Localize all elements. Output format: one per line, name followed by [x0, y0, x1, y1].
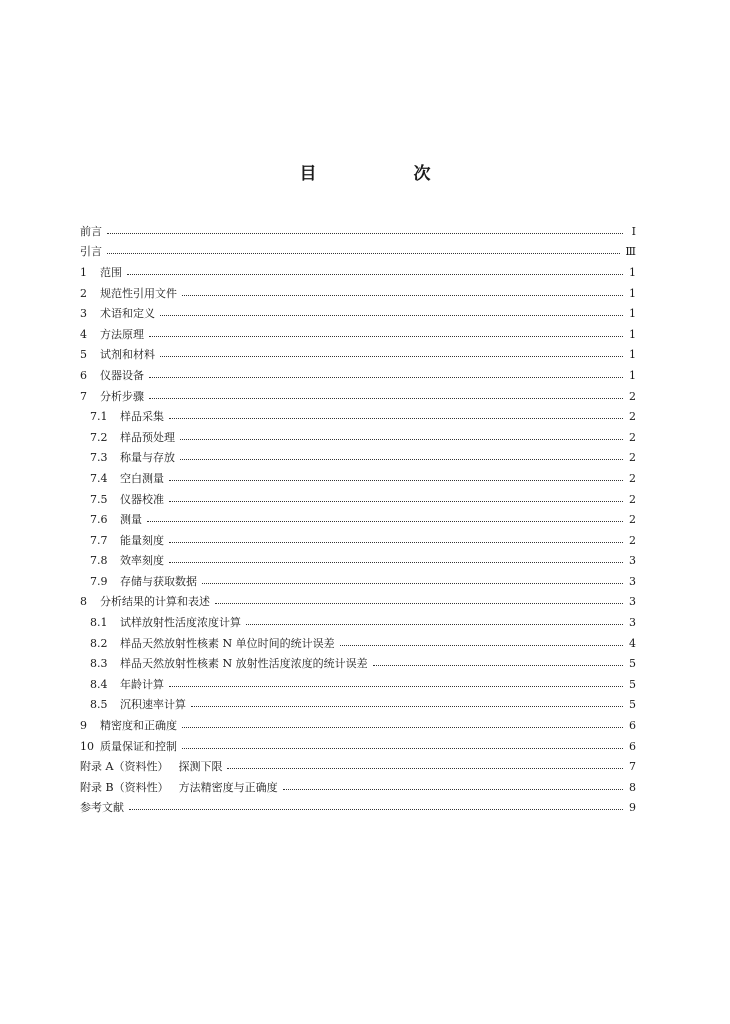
dot-leader — [169, 686, 623, 687]
toc-entry-page: 1 — [629, 348, 636, 362]
toc-entry-page: 5 — [629, 677, 636, 691]
toc-entry-number: 5 — [80, 348, 87, 362]
toc-entry-page: 1 — [629, 327, 636, 341]
toc-entry-page: 4 — [629, 636, 636, 650]
toc-entry-page: 9 — [629, 801, 636, 815]
toc-entry-number: 7.8 — [90, 554, 108, 568]
toc-entry-number: 7.3 — [90, 451, 108, 465]
toc-entry-page: 6 — [629, 719, 636, 733]
toc-entry[interactable] — [80, 777, 636, 798]
toc-entry-page: 6 — [629, 739, 636, 753]
toc-entry-label: 样品预处理 — [120, 430, 175, 444]
toc-entry-label: 精密度和正确度 — [100, 719, 177, 733]
toc-entry-number: 4 — [80, 327, 87, 341]
dot-leader — [182, 727, 623, 728]
toc-entry[interactable] — [80, 406, 636, 427]
toc-entry[interactable] — [80, 345, 636, 366]
toc-entry-page: 2 — [629, 451, 636, 465]
toc-entry-number: 7.5 — [90, 492, 108, 506]
toc-entry-label: 存储与获取数据 — [120, 574, 197, 588]
toc-entry[interactable] — [80, 324, 636, 345]
toc-entry-page: 3 — [629, 554, 636, 568]
dot-leader — [227, 768, 623, 769]
toc-entry-page: 1 — [629, 265, 636, 279]
toc-entry[interactable] — [80, 262, 636, 283]
toc-entry-label: 样品采集 — [120, 410, 164, 424]
toc-entry-page: 1 — [629, 368, 636, 382]
table-of-contents — [80, 221, 636, 818]
toc-entry[interactable] — [80, 653, 636, 674]
toc-entry-label: 术语和定义 — [100, 307, 155, 321]
toc-entry-page: 3 — [629, 595, 636, 609]
toc-entry[interactable] — [80, 571, 636, 592]
toc-entry[interactable] — [80, 468, 636, 489]
toc-entry-number: 附录 A（资料性） — [80, 760, 169, 774]
toc-entry-page: 2 — [629, 430, 636, 444]
toc-entry-page: 2 — [629, 533, 636, 547]
toc-entry-page: 7 — [629, 760, 636, 774]
toc-entry-number: 7.9 — [90, 574, 108, 588]
dot-leader — [169, 501, 623, 502]
toc-entry[interactable] — [80, 242, 636, 263]
dot-leader — [182, 748, 623, 749]
dot-leader — [182, 295, 623, 296]
dot-leader — [169, 418, 623, 419]
toc-entry-label: 能量刻度 — [120, 533, 164, 547]
toc-entry[interactable] — [80, 489, 636, 510]
toc-entry-number: 8.3 — [90, 657, 108, 671]
dot-leader — [129, 809, 623, 810]
toc-entry-label: 规范性引用文件 — [100, 286, 177, 300]
toc-entry-number: 6 — [80, 368, 87, 382]
toc-entry-number: 8.1 — [90, 616, 108, 630]
toc-entry-number: 7.4 — [90, 471, 108, 485]
toc-entry-number: 7.1 — [90, 410, 108, 424]
toc-entry-number: 10 — [80, 739, 94, 753]
toc-entry-label: 样品天然放射性核素 N 放射性活度浓度的统计误差 — [120, 657, 368, 671]
toc-entry-number: 附录 B（资料性） — [80, 780, 169, 794]
toc-entry-label: 空白测量 — [120, 471, 164, 485]
toc-entry-label: 试样放射性活度浓度计算 — [120, 616, 241, 630]
toc-entry[interactable] — [80, 551, 636, 572]
toc-entry[interactable] — [80, 530, 636, 551]
page-title: 目 次 — [299, 164, 471, 184]
dot-leader — [180, 439, 623, 440]
dot-leader — [169, 562, 623, 563]
dot-leader — [149, 398, 623, 399]
toc-entry-page: 2 — [629, 389, 636, 403]
dot-leader — [169, 480, 623, 481]
dot-leader — [149, 377, 623, 378]
toc-entry-page: Ⅲ — [625, 245, 636, 259]
toc-entry[interactable] — [80, 365, 636, 386]
toc-entry[interactable] — [80, 674, 636, 695]
toc-entry[interactable] — [80, 695, 636, 716]
dot-leader — [246, 624, 623, 625]
toc-entry-label: 范围 — [100, 265, 122, 279]
toc-entry[interactable] — [80, 221, 636, 242]
dot-leader — [180, 459, 623, 460]
toc-entry-page: 8 — [629, 780, 636, 794]
toc-entry[interactable] — [80, 509, 636, 530]
dot-leader — [191, 706, 623, 707]
toc-entry-page: Ⅰ — [631, 224, 636, 238]
dot-leader — [340, 645, 623, 646]
toc-entry-number: 9 — [80, 719, 87, 733]
toc-entry-label: 参考文献 — [80, 801, 124, 815]
dot-leader — [107, 233, 623, 234]
toc-entry[interactable] — [80, 283, 636, 304]
toc-entry[interactable] — [80, 427, 636, 448]
toc-entry-page: 3 — [629, 574, 636, 588]
toc-entry-page: 1 — [629, 307, 636, 321]
dot-leader — [202, 583, 623, 584]
toc-entry[interactable] — [80, 448, 636, 469]
toc-entry[interactable] — [80, 715, 636, 736]
toc-entry-page: 5 — [629, 657, 636, 671]
toc-entry-page: 5 — [629, 698, 636, 712]
toc-entry-number: 1 — [80, 265, 87, 279]
dot-leader — [160, 315, 623, 316]
toc-entry-number: 7 — [80, 389, 87, 403]
dot-leader — [283, 789, 623, 790]
toc-entry-label: 仪器设备 — [100, 368, 144, 382]
toc-entry-number: 3 — [80, 307, 87, 321]
toc-entry-label: 分析步骤 — [100, 389, 144, 403]
toc-entry-page: 2 — [629, 513, 636, 527]
toc-entry-label: 探测下限 — [178, 760, 223, 774]
toc-entry-number: 8.5 — [90, 698, 108, 712]
toc-entry-number: 7.6 — [90, 513, 108, 527]
toc-entry-number: 8.2 — [90, 636, 108, 650]
dot-leader — [127, 274, 623, 275]
toc-entry-label: 测量 — [120, 513, 142, 527]
toc-entry-number: 8.4 — [90, 677, 108, 691]
toc-entry-label: 年龄计算 — [120, 677, 164, 691]
toc-entry-label: 引言 — [80, 245, 102, 259]
toc-entry[interactable] — [80, 386, 636, 407]
toc-entry[interactable] — [80, 798, 636, 819]
toc-entry-number: 7.7 — [90, 533, 108, 547]
toc-entry-page: 2 — [629, 471, 636, 485]
dot-leader — [169, 542, 623, 543]
dot-leader — [373, 665, 623, 666]
toc-entry-page: 1 — [629, 286, 636, 300]
toc-entry[interactable] — [80, 756, 636, 777]
dot-leader — [160, 356, 623, 357]
toc-entry-label: 前言 — [80, 224, 102, 238]
dot-leader — [149, 336, 623, 337]
toc-entry-number: 8 — [80, 595, 87, 609]
toc-entry-label: 试剂和材料 — [100, 348, 155, 362]
toc-entry-label: 质量保证和控制 — [100, 739, 177, 753]
toc-entry-label: 沉积速率计算 — [120, 698, 186, 712]
toc-entry-label: 方法原理 — [100, 327, 144, 341]
toc-entry-page: 2 — [629, 492, 636, 506]
toc-entry-number: 7.2 — [90, 430, 108, 444]
toc-entry-label: 样品天然放射性核素 N 单位时间的统计误差 — [120, 636, 335, 650]
toc-entry-label: 方法精密度与正确度 — [178, 780, 278, 794]
toc-entry-page: 2 — [629, 410, 636, 424]
toc-entry[interactable] — [80, 612, 636, 633]
toc-entry-number: 2 — [80, 286, 87, 300]
toc-entry-page: 3 — [629, 616, 636, 630]
dot-leader — [147, 521, 623, 522]
toc-entry-label: 仪器校准 — [120, 492, 164, 506]
dot-leader — [215, 603, 623, 604]
toc-entry[interactable] — [80, 592, 636, 613]
toc-entry[interactable] — [80, 736, 636, 757]
toc-entry[interactable] — [80, 633, 636, 654]
toc-entry-label: 分析结果的计算和表述 — [100, 595, 210, 609]
dot-leader — [107, 253, 620, 254]
toc-entry-label: 称量与存放 — [120, 451, 175, 465]
toc-entry[interactable] — [80, 303, 636, 324]
toc-entry-label: 效率刻度 — [120, 554, 164, 568]
